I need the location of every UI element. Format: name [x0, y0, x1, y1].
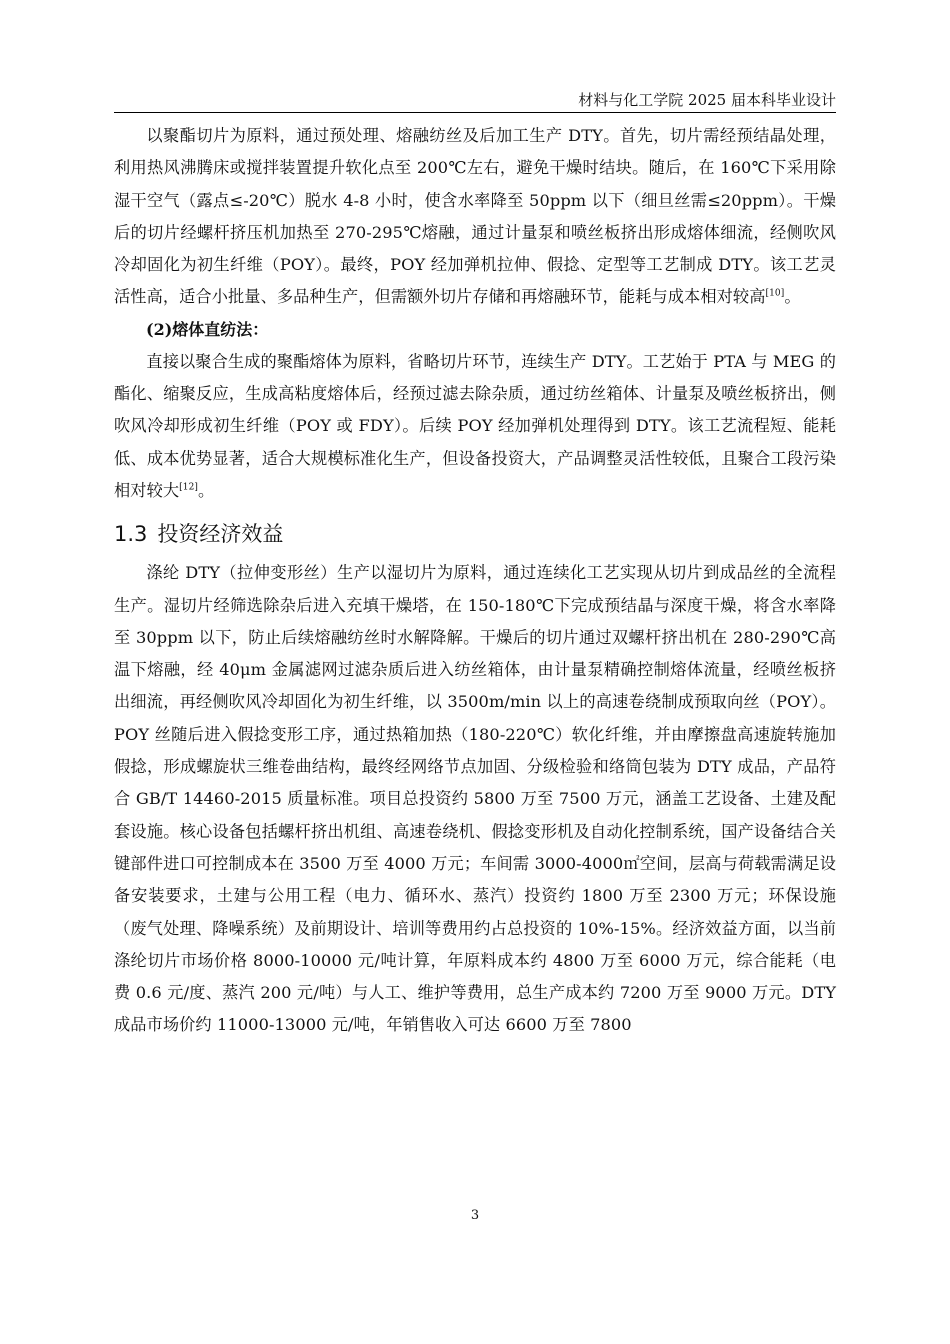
- citation-ref: [12]: [179, 482, 199, 493]
- section-title: 投资经济效益: [157, 522, 284, 547]
- paragraph-slice-spinning: [114, 120, 836, 314]
- citation-ref: [10]: [765, 289, 785, 300]
- paragraph-investment: [114, 557, 836, 1041]
- paragraph-melt-direct: [114, 346, 836, 507]
- subheading-melt-direct-spinning: (2)熔体直纺法：: [146, 319, 269, 339]
- paragraph-end: 。: [198, 480, 215, 500]
- paragraph-text: 以聚酯切片为原料，通过预处理、熔融纺丝及后加工生产 DTY。首先，切片需经预结晶处理，利用热风沸腾床或搅拌装置提升软化点至 200℃左右，避免干燥时结块。随后，在 160℃下采用除湿干空气（露点≤-20℃）脱水 4-8 小时，使含水率降至 50ppm 以下（细旦丝需≤20ppm）。干燥后的切片经螺杆挤压机加热至 270-295℃熔融，通过计量泵和喷丝板挤出形成熔体细流，经侧吹风冷却固化为初生纤维（POY）。最终，POY 经加弹机拉伸、假捻、定型等工艺制成 DTY。该工艺灵活性高，适合小批量、多品种生产，但需额外切片存储和再熔融环节，能耗与成本相对较高: [114, 126, 836, 307]
- paragraph-text: 直接以聚合生成的聚酯熔体为原料，省略切片环节，连续生产 DTY。工艺始于 PTA 与 MEG 的酯化、缩聚反应，生成高粘度熔体后，经预过滤去除杂质，通过纺丝箱体、计量泵及喷丝板挤出，侧吹风冷却形成初生纤维（POY 或 FDY）。后续 POY 经加弹机处理得到 DTY。该工艺流程短、能耗低、成本优势显著，适合大规模标准化生产，但设备投资大，产品调整灵活性较低，且聚合工段污染相对较大: [114, 351, 836, 500]
- page-header: [114, 88, 836, 113]
- page-number: 3: [470, 1208, 480, 1223]
- paragraph-text: 涤纶 DTY（拉伸变形丝）生产以湿切片为原料，通过连续化工艺实现从切片到成品丝的全流程生产。湿切片经筛选除杂后进入充填干燥塔，在 150-180℃下完成预结晶与深度干燥，将含水率降至 30ppm 以下，防止后续熔融纺丝时水解降解。干燥后的切片通过双螺杆挤出机在 280-290℃高温下熔融，经 40μm 金属滤网过滤杂质后进入纺丝箱体，由计量泵精确控制熔体流量，经喷丝板挤出细流，再经侧吹风冷却固化为初生纤维，以 3500m/min 以上的高速卷绕制成预取向丝（POY）。POY 丝随后进入假捻变形工序，通过热箱加热（180-220℃）软化纤维，并由摩擦盘高速旋转施加假捻，形成螺旋状三维卷曲结构，最终经网络节点加固、分级检验和络筒包装为 DTY 成品，产品符合 GB/T 14460-2015 质量标准。项目总投资约 5800 万至 7500 万元，涵盖工艺设备、土建及配套设施。核心设备包括螺杆挤出机组、高速卷绕机、假捻变形机及自动化控制系统，国产设备结合关键部件进口可控制成本在 3500 万至 4000 万元；车间需 3000-4000㎡空间，层高与荷载需满足设备安装要求，土建与公用工程（电力、循环水、蒸汽）投资约 1800 万至 2300 万元；环保设施（废气处理、降噪系统）及前期设计、培训等费用约占总投资的 10%-15%。经济效益方面，以当前涤纶切片市场价格 8000-10000 元/吨计算，年原料成本约 4800 万至 6000 万元，综合能耗（电费 0.6 元/度、蒸汽 200 元/吨）与人工、维护等费用，总生产成本约 7200 万至 9000 万元。DTY 成品市场价约 11000-13000 元/吨，年销售收入可达 6600 万至 7800: [114, 563, 836, 1035]
- paragraph-end: 。: [784, 287, 801, 307]
- page-body: [114, 120, 836, 1042]
- section-number: 1.3: [114, 522, 148, 547]
- section-heading: [114, 521, 836, 547]
- header-text: 材料与化工学院 2025 届本科毕业设计: [578, 91, 836, 109]
